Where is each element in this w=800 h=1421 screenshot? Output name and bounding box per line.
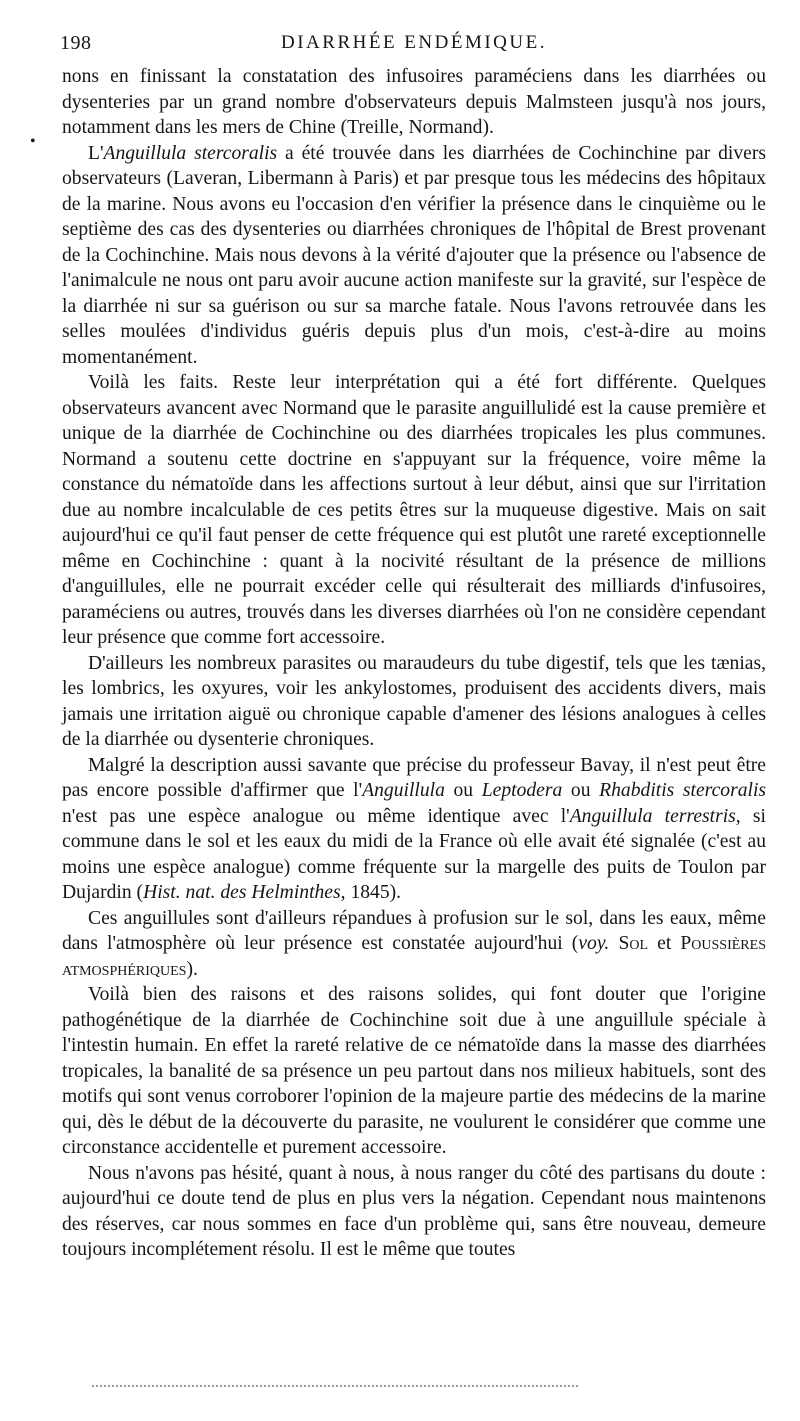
italic-text: Anguillula — [362, 780, 445, 801]
paragraph — [62, 753, 766, 906]
page-body — [62, 64, 766, 1263]
page — [62, 28, 766, 1263]
paragraph — [62, 1161, 766, 1263]
text-run: ou — [562, 780, 600, 801]
text-run: Malgré la description aussi savante que précise du professeur Bavay, il n'est peut être pas encore possible d'affirmer que l' — [62, 754, 766, 801]
small-caps-text: Poussières atmosphériques — [62, 933, 766, 980]
italic-text: Anguillula stercoralis — [103, 142, 278, 164]
small-caps-text: Sol — [618, 933, 649, 954]
text-run: , si commune dans le sol et les eaux du midi de la France où elle avait été signalée (c'est au moins une espèce analogue) comme fréquente sur la margelle des puits de Toulon par Dujardin ( — [62, 805, 766, 903]
text-run: D'ailleurs les nombreux parasites ou maraudeurs du tube digestif, tels que les tænias, les lombrics, les oxyures, voir les ankylostomes, produisent des accidents divers, mais jamais une irritation aiguë ou chronique capable d'amener des lésions analogues à celles de la diarrhée ou dysenterie chroniques. — [62, 652, 766, 750]
italic-text: Leptodera — [481, 780, 563, 801]
italic-text: voy. — [578, 933, 610, 954]
text-run: a été trouvée dans les diarrhées de Cochinchine par divers observateurs (Laveran, Libermann à Paris) et par presque tous les médecins des hôpitaux de la marine. Nous avons eu l'occasion d'en vérifier la présence dans le cinquième ou le septième des cas des dysenteries ou diarrhées chroniques de l'hôpital de Brest provenant de la Cochinchine. Mais nous devons à la vérité d'ajouter que la présence ou l'absence de l'animalcule ne nous ont paru avoir aucune action manifeste sur la gravité, sur l'espèce de la diarrhée ni sur sa guérison ou sur sa marche fatale. Nous l'avons retrouvée dans les selles moulées d'individus guéris depuis plus d'un mois, c'est-à-dire au moins momentanément. — [62, 142, 766, 368]
margin-mark: • — [30, 133, 36, 150]
paragraph — [62, 141, 766, 371]
text-run: Ces anguillules sont d'ailleurs répandues à profusion sur le sol, dans les eaux, même dans l'atmosphère où leur présence est constatée aujourd'hui ( — [62, 907, 766, 954]
text-run: Nous n'avons pas hésité, quant à nous, à nous ranger du côté des partisans du doute : aujourd'hui ce doute tend de plus en plus vers la négation. Cependant nous maintenons des réserves, car nous sommes en face d'un problème qui, sans être nouveau, demeure toujours incomplétement résolu. Il est le même que toutes — [62, 1162, 766, 1260]
text-run: ou — [444, 780, 482, 801]
paragraph — [62, 370, 766, 651]
italic-text: Anguillula terrestris — [569, 805, 736, 827]
page-number: 198 — [60, 32, 92, 54]
text-run: Voilà les faits. Reste leur interprétation qui a été fort différente. Quelques observateurs avancent avec Normand que le parasite anguillulidé est la cause première et unique de la diarrhée de Cochinchine ou des diarrhées tropicales les plus communes. Normand a soutenu cette doctrine en s'appuyant sur la fréquence, voire même la constance du nématoïde dans les affections surtout à leur début, ainsi que sur l'irritation due au nombre incalculable de ces petits êtres sur la muqueuse digestive. Mais on sait aujourd'hui ce qu'il faut penser de cette fréquence qui est plutôt une rareté exceptionnelle même en Cochinchine : quant à la nocivité résultant de la présence de millions d'anguillules, elle ne pourrait excéder celle qui résulterait des milliards d'infusoires, paraméciens ou autres, trouvés dans les diverses diarrhées où l'on ne considère cependant leur présence que comme fort accessoire. — [62, 372, 766, 648]
text-run: et — [648, 933, 681, 954]
text-run: n'est pas une espèce analogue ou même identique avec l' — [62, 805, 570, 827]
paragraph — [62, 651, 766, 753]
text-run: Voilà bien des raisons et des raisons solides, qui font douter que l'origine pathogénétique de la diarrhée de Cochinchine soit due à une anguillule spéciale à l'intestin humain. En effet la rareté relative de ce nématoïde dans la masse des diarrhées tropicales, la banalité de sa présence un peu partout dans nos milieux habituels, sont des motifs qui sont venus corroborer l'opinion de la majeure partie des médecins de la marine qui, dès le début de la découverte du parasite, ne voulurent le considérer que comme une circonstance accidentelle et purement accessoire. — [62, 984, 766, 1158]
page-header — [62, 28, 766, 58]
text-run: , 1845). — [340, 882, 402, 903]
text-run: nons en finissant la constatation des infusoires paraméciens dans les diarrhées ou dysenteries par un grand nombre d'observateurs depuis Malmsteen jusqu'à nos jours, notamment dans les mers de Chine (Treille, Normand). — [62, 66, 766, 138]
paragraph — [62, 64, 766, 141]
paragraph — [62, 906, 766, 983]
text-run: ). — [186, 958, 198, 980]
running-title: DIARRHÉE ENDÉMIQUE. — [281, 32, 547, 53]
italic-text: Hist. nat. des Helminthes — [143, 882, 341, 903]
paragraph — [62, 982, 766, 1161]
bottom-rule — [92, 1385, 578, 1387]
text-run: L' — [88, 142, 104, 164]
italic-text: Rhabditis stercoralis — [599, 780, 767, 801]
